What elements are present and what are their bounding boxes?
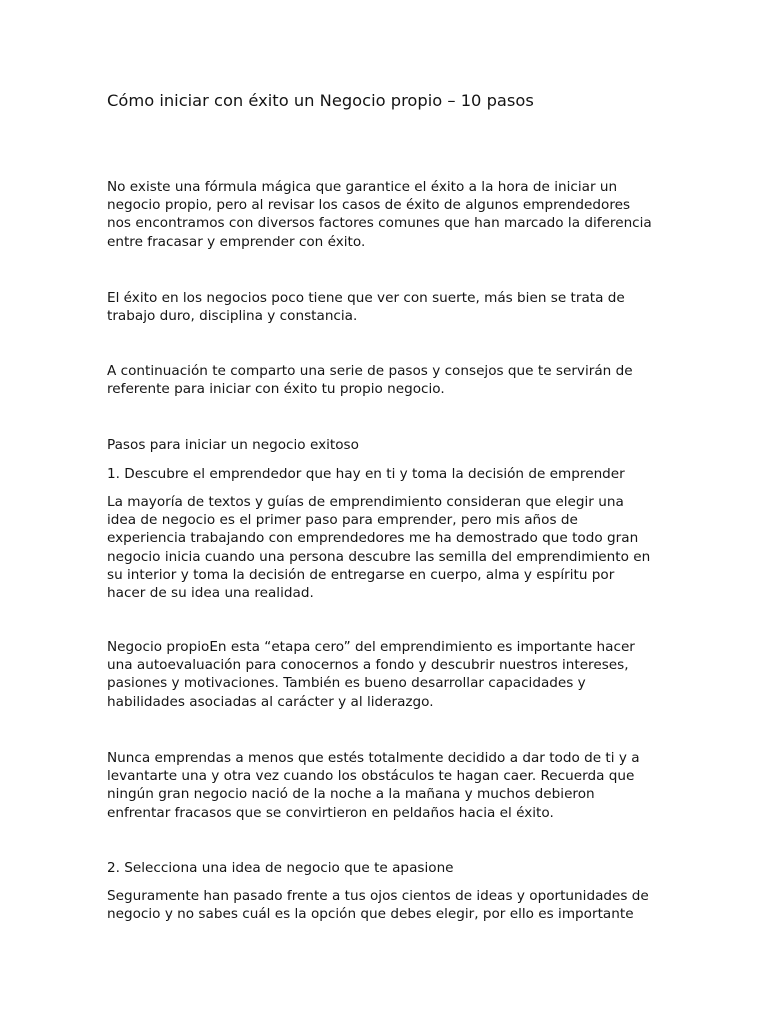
text-line: negocio inicia cuando una persona descubre las semilla del emprendimiento en: [107, 548, 651, 565]
text-line: levantarte una y otra vez cuando los obstáculos te hagan caer. Recuerda que: [107, 768, 635, 785]
text-line: A continuación te comparto una serie de pasos y consejos que te servirán de: [107, 363, 633, 379]
paragraph-nunca: [107, 749, 640, 822]
text-line: Seguramente han pasado frente a tus ojos cientos de ideas y oportunidades de: [107, 888, 649, 904]
paragraph-continuacion: [107, 362, 633, 398]
paragraph-exito: [107, 289, 625, 325]
text-line: nos encontramos con diversos factores comunes que han marcado la diferencia: [107, 215, 652, 232]
text-line: habilidades asociadas al carácter y al liderazgo.: [107, 693, 434, 710]
text-line: trabajo duro, disciplina y constancia.: [107, 308, 358, 325]
text-line: negocio propio, pero al revisar los casos de éxito de algunos emprendedores: [107, 197, 631, 214]
paragraph-intro: [107, 178, 652, 251]
text-line: 1. Descubre el emprendedor que hay en ti y toma la decisión de emprender: [107, 466, 625, 482]
text-line: negocio y no sabes cuál es la opción que debes elegir, por ello es importante: [107, 906, 634, 923]
section-heading-pasos: [107, 436, 359, 454]
text-line: 2. Selecciona una idea de negocio que te apasione: [107, 860, 454, 876]
text-line: pasiones y motivaciones. También es bueno desarrollar capacidades y: [107, 675, 586, 692]
text-line: Negocio propioEn esta “etapa cero” del emprendimiento es importante hacer: [107, 639, 635, 655]
text-line: El éxito en los negocios poco tiene que ver con suerte, más bien se trata de: [107, 290, 625, 306]
text-line: Nunca emprendas a menos que estés totalmente decidido a dar todo de ti y a: [107, 750, 640, 766]
text-line: una autoevaluación para conocernos a fondo y descubrir nuestros intereses,: [107, 657, 629, 674]
text-line: hacer de su idea una realidad.: [107, 585, 314, 602]
text-line: No existe una fórmula mágica que garantice el éxito a la hora de iniciar un: [107, 179, 618, 195]
text-line: Pasos para iniciar un negocio exitoso: [107, 437, 359, 453]
step-1-body: [107, 493, 650, 602]
text-line: La mayoría de textos y guías de emprendimiento consideran que elegir una: [107, 494, 624, 510]
step-1-heading: [107, 465, 625, 483]
document-title: Cómo iniciar con éxito un Negocio propio – 10 pasos: [107, 91, 534, 110]
text-line: idea de negocio es el primer paso para emprender, pero mis años de: [107, 512, 578, 529]
step-2-heading: [107, 859, 454, 877]
text-line: experiencia trabajando con emprendedores me ha demostrado que todo gran: [107, 530, 639, 547]
step-2-body: [107, 887, 649, 923]
paragraph-etapa-cero: [107, 638, 635, 711]
text-line: su interior y toma la decisión de entregarse en cuerpo, alma y espíritu por: [107, 566, 615, 583]
text-line: entre fracasar y emprender con éxito.: [107, 233, 366, 250]
text-line: referente para iniciar con éxito tu propio negocio.: [107, 381, 445, 398]
text-line: enfrentar fracasos que se convirtieron en peldaños hacia el éxito.: [107, 804, 554, 821]
text-line: ningún gran negocio nació de la noche a la mañana y muchos debieron: [107, 786, 595, 803]
